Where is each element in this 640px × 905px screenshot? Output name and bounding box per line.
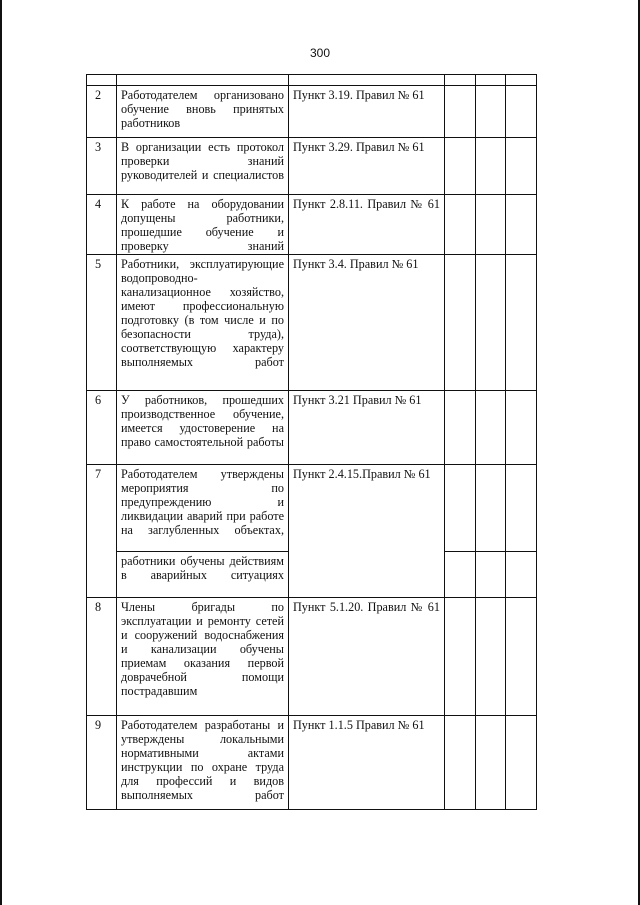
table-cell (476, 716, 506, 810)
table-cell (476, 465, 506, 552)
table-row (87, 465, 537, 552)
requirement-text: В организации есть протокол проверки знаний руководителей и специалистов (117, 138, 289, 195)
table-cell (445, 75, 476, 86)
table-cell (476, 138, 506, 195)
table-cell (506, 391, 537, 465)
table-cell (445, 195, 476, 255)
reference-text: Пункт 1.1.5 Правил № 61 (289, 716, 445, 810)
row-number: 8 (87, 598, 117, 716)
table-cell (476, 255, 506, 391)
table-cell (506, 598, 537, 716)
table-cell (476, 552, 506, 598)
requirement-text: Работодателем разработаны и утверждены локальными нормативными актами инструкции по охране труда для профессий и видов выполняемых работ (117, 716, 289, 810)
reference-text: Пункт 2.8.11. Правил № 61 (289, 195, 445, 255)
requirement-text: Члены бригады по эксплуатации и ремонту сетей и сооружений водоснабжения и канализации обучены приемам оказания первой доврачебной помощи пострадавшим (117, 598, 289, 716)
row-number: 3 (87, 138, 117, 195)
reference-text: Пункт 3.21 Правил № 61 (289, 391, 445, 465)
table-cell (445, 716, 476, 810)
reference-text: Пункт 2.4.15.Правил № 61 (289, 465, 445, 598)
scan-border-left (0, 0, 2, 905)
row-number: 2 (87, 86, 117, 138)
row-number: 7 (87, 465, 117, 598)
reference-text: Пункт 5.1.20. Правил № 61 (289, 598, 445, 716)
requirement-text: Работники, эксплуатирующие водопроводно-канализационное хозяйство, имеют профессиональную подготовку (в том числе и по безопасности труда), соответствующую характеру выполняемых работ (117, 255, 289, 391)
table-cell (476, 195, 506, 255)
row-number: 4 (87, 195, 117, 255)
table-row (87, 86, 537, 138)
table-cell (445, 86, 476, 138)
page-number: 300 (309, 46, 331, 60)
reference-text: Пункт 3.29. Правил № 61 (289, 138, 445, 195)
row-number: 9 (87, 716, 117, 810)
reference-text: Пункт 3.19. Правил № 61 (289, 86, 445, 138)
table-cell (506, 255, 537, 391)
table-cell (506, 86, 537, 138)
requirement-text: У работников, прошедших производственное обучение, имеется удостоверение на право самостоятельной работы (117, 391, 289, 465)
table-cell (117, 75, 289, 86)
table-cell (506, 75, 537, 86)
table-row (87, 255, 537, 391)
table-cell (506, 465, 537, 552)
table-cell (476, 86, 506, 138)
table-cell (87, 75, 117, 86)
table-cell (506, 195, 537, 255)
requirement-text: Работодателем организовано обучение вновь принятых работников (117, 86, 289, 138)
requirement-text: работники обучены действиям в аварийных ситуациях (117, 552, 289, 598)
table-cell (445, 138, 476, 195)
requirement-text: Работодателем утверждены мероприятия по предупреждению и ликвидации аварий при работе на заглубленных объектах, (117, 465, 289, 552)
table-cell (476, 598, 506, 716)
table-row (87, 716, 537, 810)
table-cell (445, 465, 476, 552)
table-cell (506, 138, 537, 195)
table-cell (445, 255, 476, 391)
table-cell (476, 75, 506, 86)
table-row (87, 138, 537, 195)
table-header-row (87, 75, 537, 86)
table-row (87, 195, 537, 255)
table-cell (445, 598, 476, 716)
reference-text: Пункт 3.4. Правил № 61 (289, 255, 445, 391)
table-row (87, 391, 537, 465)
table-cell (445, 552, 476, 598)
table-cell (289, 75, 445, 86)
checklist-table (86, 74, 537, 810)
row-number: 5 (87, 255, 117, 391)
table-cell (506, 716, 537, 810)
table-cell (506, 552, 537, 598)
row-number: 6 (87, 391, 117, 465)
requirement-text: К работе на оборудовании допущены работники, прошедшие обучение и проверку знаний (117, 195, 289, 255)
table-cell (445, 391, 476, 465)
table-row (87, 598, 537, 716)
table-cell (476, 391, 506, 465)
